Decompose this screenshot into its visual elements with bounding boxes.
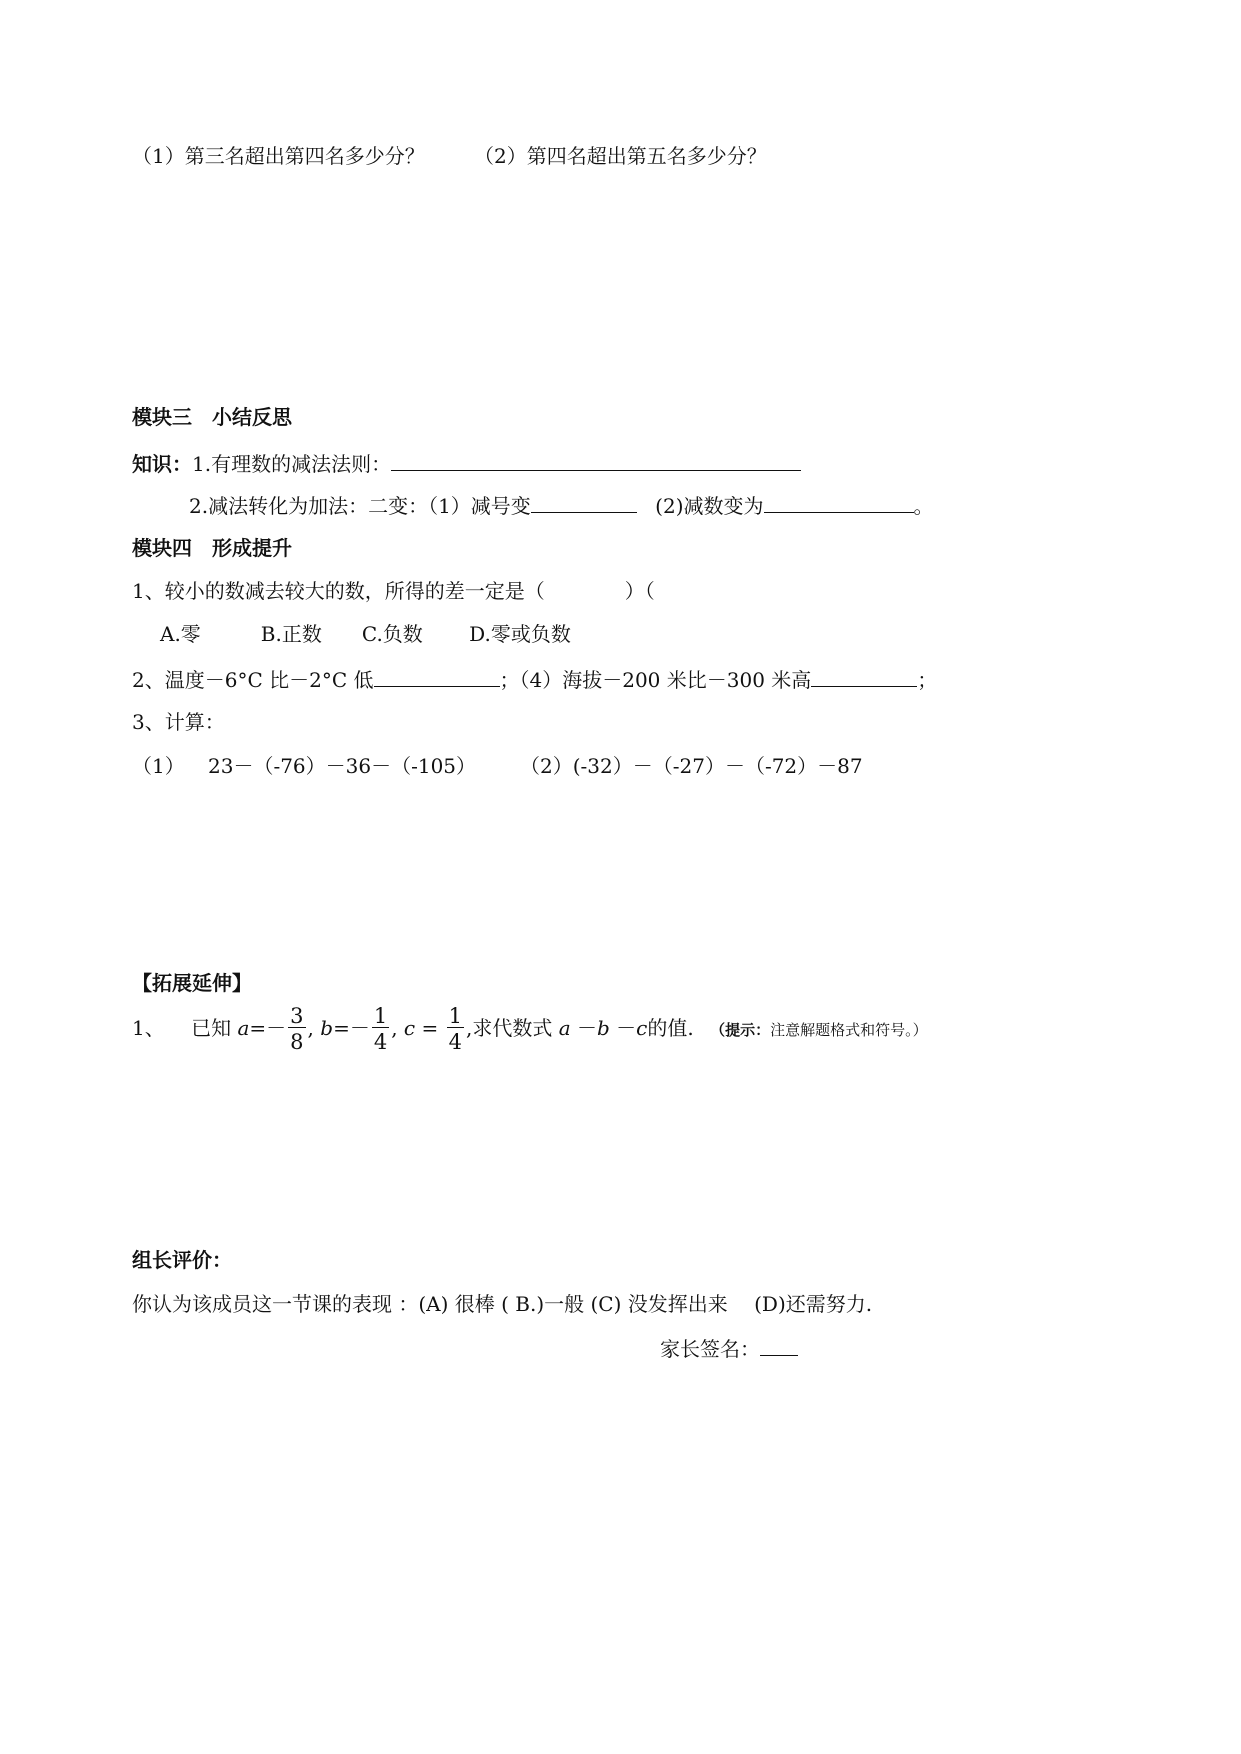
expr-a: a — [558, 1016, 571, 1040]
problem-2-text-a: 2、温度－6°C 比－2°C 低 — [132, 668, 374, 692]
extension-problem: 1、 已知 a=－ $\frac{3}{8}$ , b=－ $\frac{1}{4}$ , c = $\frac{1}{4}$ ,求代数式 a －b －c的值. （提示：注意解题格式和符号。） — [132, 1004, 928, 1054]
semicolon: ； — [917, 668, 938, 692]
fraction-b-num: 1 — [373, 1004, 388, 1028]
answer-blank[interactable] — [811, 668, 917, 687]
answer-blank[interactable] — [531, 494, 637, 513]
signature-blank[interactable] — [760, 1337, 798, 1356]
problem-2-text-b: ；（4）海拔－200 米比－300 米高 — [499, 668, 812, 692]
answer-blank[interactable] — [764, 494, 914, 513]
calc-1-label: （1） — [132, 754, 185, 778]
module3-title: 模块三 小结反思 — [132, 405, 292, 429]
var-a: a — [237, 1016, 250, 1040]
answer-blank[interactable] — [391, 452, 801, 471]
knowledge-label: 知识： — [132, 452, 192, 476]
knowledge-2-text: 2.减法转化为加法：二变：（1）减号变 — [189, 494, 531, 518]
question-1: （1）第三名超出第四名多少分？ — [132, 144, 425, 168]
evaluation-line: 你认为该成员这一节课的表现 ：(A) 很棒 ( B.)一般 (C) 没发挥出来 (D)还需努力. — [132, 1292, 873, 1316]
period: 。 — [913, 494, 934, 518]
calc-1: 23－（-76）－36－（-105） — [208, 754, 477, 778]
question-2: （2）第四名超出第五名多少分？ — [474, 144, 767, 168]
minus-1: － — [577, 1016, 597, 1040]
hint-label: （提示： — [710, 1021, 771, 1039]
module4-title: 模块四 形成提升 — [132, 536, 292, 560]
evaluation-title: 组长评价： — [132, 1248, 232, 1272]
problem-2 — [132, 668, 937, 690]
extension-title: 【拓展延伸】 — [132, 971, 252, 995]
var-c: c — [403, 1016, 416, 1040]
calc-2: （2）(-32）－（-27）－（-72）－87 — [520, 754, 863, 778]
problem-1-options: A.零 B.正数 C.负数 D.零或负数 — [160, 622, 571, 646]
minus-2: － — [616, 1016, 637, 1040]
expr-c: c — [636, 1016, 648, 1040]
eq-neg: =－ — [249, 1016, 287, 1040]
eq: = — [421, 1016, 439, 1040]
extension-num: 1、 — [132, 1016, 165, 1040]
knowledge-line-2 — [189, 494, 934, 516]
parent-sign — [660, 1337, 798, 1359]
answer-blank[interactable] — [374, 668, 500, 687]
knowledge-line-1 — [132, 452, 801, 474]
known-label: 已知 — [191, 1016, 232, 1040]
expr-b: b — [597, 1016, 610, 1040]
problem-3: 3、计算： — [132, 710, 225, 734]
fraction-a-num: 3 — [290, 1004, 304, 1028]
knowledge-1-text: 1.有理数的减法法则： — [192, 452, 392, 476]
eq-neg-b: =－ — [333, 1016, 370, 1040]
ask-end: 的值. — [647, 1016, 694, 1040]
fraction-a-den: 8 — [288, 1027, 305, 1053]
hint-text: 注意解题格式和符号。） — [770, 1021, 928, 1039]
parent-sign-label: 家长签名： — [660, 1337, 760, 1361]
fraction-c-den: 4 — [447, 1027, 464, 1053]
fraction-b — [372, 1006, 389, 1053]
ask-text: 求代数式 — [472, 1016, 553, 1040]
fraction-c-num: 1 — [448, 1004, 462, 1028]
fraction-c — [447, 1006, 464, 1053]
problem-1: 1、较小的数减去较大的数，所得的差一定是（ ）（ — [132, 579, 655, 603]
knowledge-2-text-b: (2)减数变为 — [655, 494, 764, 518]
fraction-a — [288, 1006, 305, 1053]
var-b: b — [320, 1016, 334, 1040]
fraction-b-den: 4 — [372, 1027, 389, 1053]
